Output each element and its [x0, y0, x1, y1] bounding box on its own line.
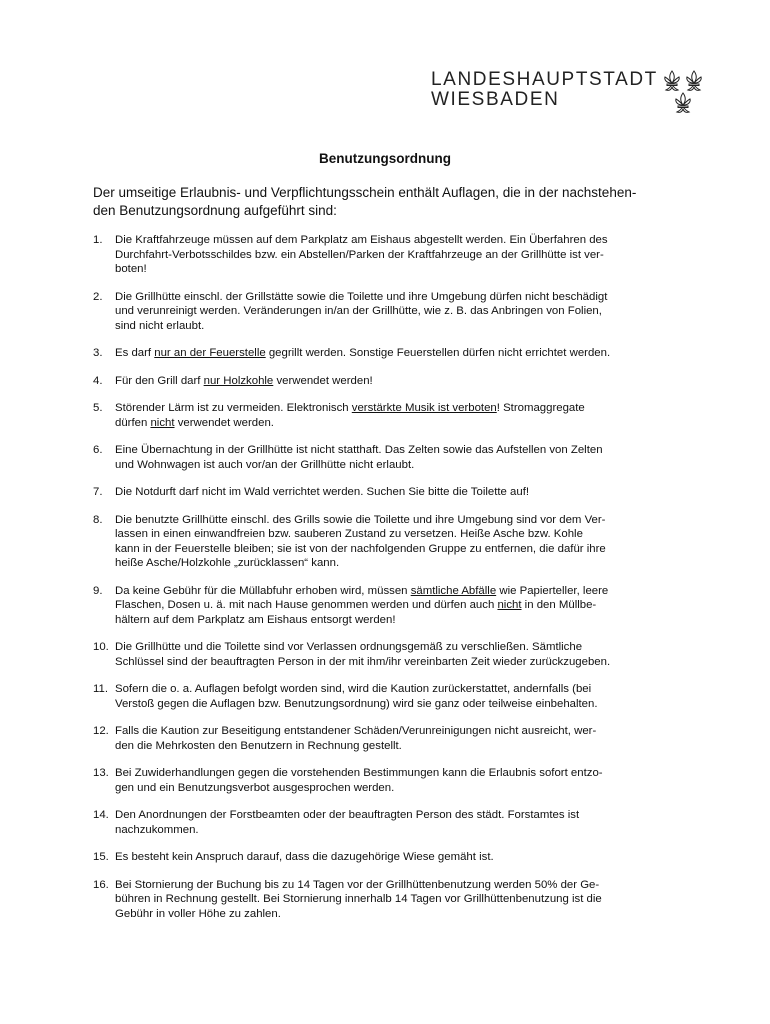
- underlined-emphasis: nicht: [150, 416, 175, 429]
- rule-text: [115, 485, 683, 500]
- logo-line-2: WIESBADEN: [431, 89, 560, 110]
- rule-line: Verstoß gegen die Auflagen bzw. Benutzungsordnung) wird sie ganz oder teilweise einbehalten.: [115, 697, 598, 710]
- rule-line: Durchfahrt-Verbotsschildes bzw. ein Abstellen/Parken der Kraftfahrzeuge an der Grillhütte ist ver-: [115, 248, 604, 261]
- rule-line: [115, 401, 683, 416]
- rule-text-part: ! Stromaggregate: [496, 402, 585, 414]
- rule-text: [115, 401, 683, 430]
- rule-item: [93, 346, 683, 361]
- rule-line: heiße Asche/Holzkohle „zurücklassen“ kann.: [115, 557, 340, 569]
- rule-line: Eine Übernachtung in der Grillhütte ist nicht statthaft. Das Zelten sowie das Aufstellen von Zelten: [115, 444, 603, 456]
- intro-line: den Benutzungsordnung aufgeführt sind:: [93, 203, 337, 218]
- rule-number: 3.: [93, 347, 103, 359]
- rule-line: Falls die Kaution zur Beseitigung entstandener Schäden/Verunreinigungen nicht ausreicht, wer-: [115, 725, 597, 737]
- rule-item: [93, 682, 683, 711]
- rule-line: Die Notdurft darf nicht im Wald verrichtet werden. Suchen Sie bitte die Toilette auf!: [115, 486, 530, 498]
- underlined-emphasis: sämtliche Abfälle: [410, 584, 497, 597]
- fleur-de-lis-icon: [662, 70, 682, 92]
- rule-number: 6.: [93, 444, 103, 456]
- rule-line: Sofern die o. a. Auflagen befolgt worden sind, wird die Kaution zurückerstattet, andernfalls (bei: [115, 683, 592, 695]
- intro-paragraph: [93, 184, 683, 220]
- rule-item: [93, 808, 683, 837]
- rule-line: lassen in einen einwandfreien bzw. sauberen Zustand zu versetzen. Heiße Asche bzw. Kohle: [115, 528, 583, 540]
- rule-number: 14.: [93, 809, 109, 821]
- rule-item: [93, 374, 683, 389]
- rule-text-part: Es darf: [115, 347, 155, 359]
- rule-text: [115, 682, 683, 711]
- rules-list: [93, 233, 683, 934]
- rule-text-part: dürfen: [115, 416, 151, 429]
- rule-number: 2.: [93, 290, 103, 303]
- rule-number: 15.: [93, 851, 109, 863]
- rule-number: 16.: [93, 878, 109, 891]
- rule-line: bühren in Rechnung gestellt. Bei Stornierung innerhalb 14 Tagen vor Grillhüttenbenutzung ist die: [115, 893, 602, 905]
- underlined-emphasis: nur an der Feuerstelle: [154, 347, 266, 359]
- rule-text-part: verwendet werden.: [174, 416, 274, 429]
- underlined-emphasis: verstärkte Musik ist verboten: [351, 402, 497, 414]
- rule-text: [115, 878, 683, 922]
- rule-line: Schlüssel sind der beauftragten Person in der mit ihm/ihr vereinbarten Zeit wieder zurückzugeben.: [115, 655, 611, 668]
- rule-text-part: Für den Grill darf: [115, 374, 204, 387]
- rule-item: [93, 850, 683, 865]
- rule-text-part: Störender Lärm ist zu vermeiden. Elektronisch: [115, 402, 352, 414]
- intro-line: Der umseitige Erlaubnis- und Verpflichtungsschein enthält Auflagen, die in der nachstehen-: [93, 185, 637, 200]
- rule-text: [115, 374, 683, 389]
- rule-line: Es besteht kein Anspruch darauf, dass die dazugehörige Wiese gemäht ist.: [115, 851, 494, 863]
- rule-text-part: Da keine Gebühr für die Müllabfuhr erhoben wird, müssen: [115, 584, 411, 597]
- rule-item: [93, 640, 683, 669]
- rule-number: 7.: [93, 486, 103, 498]
- rule-line: [115, 584, 683, 599]
- rule-line: und verunreinigt werden. Veränderungen in/an der Grillhütte, wie z. B. das Anbringen von Folien,: [115, 305, 602, 317]
- rule-line: Die benutzte Grillhütte einschl. des Grills sowie die Toilette und ihre Umgebung sind vor dem Ver-: [115, 513, 606, 526]
- rule-text: [115, 850, 683, 865]
- rule-item: [93, 401, 683, 430]
- rule-item: [93, 290, 683, 334]
- rule-text: [115, 766, 683, 795]
- underlined-emphasis: nicht: [497, 599, 522, 611]
- rule-text-part: gegrillt werden. Sonstige Feuerstellen dürfen nicht errichtet werden.: [265, 347, 611, 359]
- city-logo: [431, 70, 714, 118]
- rule-number: 13.: [93, 767, 109, 779]
- rule-item: [93, 233, 683, 277]
- rule-text-part: in den Müllbe-: [521, 599, 597, 611]
- rule-line: nachzukommen.: [115, 823, 199, 836]
- fleur-de-lis-icon: [684, 70, 704, 92]
- rule-item: [93, 485, 683, 500]
- rule-text-part: wie Papierteller, leere: [496, 584, 609, 597]
- rule-item: [93, 513, 683, 571]
- fleur-de-lis-icon: [673, 92, 693, 114]
- logo-line-1: LANDESHAUPTSTADT: [431, 69, 658, 90]
- rule-line: [115, 374, 683, 389]
- rule-line: Bei Stornierung der Buchung bis zu 14 Tagen vor der Grillhüttenbenutzung werden 50% der Ge-: [115, 878, 600, 891]
- rule-number: 12.: [93, 725, 109, 737]
- rule-text-part: verwendet werden!: [273, 374, 373, 387]
- rule-number: 10.: [93, 641, 109, 653]
- rule-line: [115, 346, 683, 361]
- rule-line: hältern auf dem Parkplatz am Eishaus entsorgt werden!: [115, 613, 396, 626]
- rule-text: [115, 443, 683, 472]
- rule-item: [93, 724, 683, 753]
- rule-text: [115, 513, 683, 571]
- rule-text: [115, 584, 683, 628]
- rule-line: [115, 598, 683, 613]
- rule-number: 8.: [93, 513, 103, 526]
- rule-line: boten!: [115, 263, 147, 275]
- rule-item: [93, 443, 683, 472]
- rule-line: sind nicht erlaubt.: [115, 319, 205, 332]
- rule-line: Die Grillhütte einschl. der Grillstätte sowie die Toilette und ihre Umgebung dürfen nicht beschädigt: [115, 290, 608, 303]
- fleur-de-lis-icon: [662, 70, 714, 118]
- rule-line: Die Grillhütte und die Toilette sind vor Verlassen ordnungsgemäß zu verschließen. Sämtliche: [115, 641, 583, 653]
- rule-line: und Wohnwagen ist auch vor/an der Grillhütte nicht erlaubt.: [115, 458, 415, 471]
- rule-line: Den Anordnungen der Forstbeamten oder der beauftragten Person des städt. Forstamtes ist: [115, 809, 580, 821]
- rule-text: [115, 724, 683, 753]
- rule-text: [115, 808, 683, 837]
- rule-line: den die Mehrkosten den Benutzern in Rechnung gestellt.: [115, 739, 402, 752]
- rule-text-part: Flaschen, Dosen u. ä. mit nach Hause genommen werden und dürfen auch: [115, 599, 498, 611]
- rule-number: 4.: [93, 374, 103, 387]
- rule-item: [93, 584, 683, 628]
- rule-line: [115, 416, 683, 431]
- document-title: Benutzungsordnung: [319, 151, 451, 166]
- underlined-emphasis: nur Holzkohle: [203, 374, 274, 387]
- rule-text: [115, 346, 683, 361]
- rule-number: 5.: [93, 402, 103, 414]
- rule-item: [93, 766, 683, 795]
- rule-line: Gebühr in voller Höhe zu zahlen.: [115, 907, 281, 920]
- rule-line: kann in der Feuerstelle bleiben; sie ist von der nachfolgenden Gruppe zu entfernen, die dafür ihre: [115, 542, 606, 555]
- rule-number: 9.: [93, 584, 103, 597]
- rule-text: [115, 233, 683, 277]
- rule-number: 1.: [93, 234, 103, 246]
- rule-line: Bei Zuwiderhandlungen gegen die vorstehenden Bestimmungen kann die Erlaubnis sofort entzo-: [115, 767, 603, 779]
- rule-line: Die Kraftfahrzeuge müssen auf dem Parkplatz am Eishaus abgestellt werden. Ein Überfahren des: [115, 234, 608, 246]
- rule-line: gen und ein Benutzungsverbot ausgesprochen werden.: [115, 781, 395, 794]
- rule-text: [115, 290, 683, 334]
- rule-text: [115, 640, 683, 669]
- rule-number: 11.: [93, 683, 108, 695]
- rule-item: [93, 878, 683, 922]
- logo-wordmark: [431, 70, 658, 110]
